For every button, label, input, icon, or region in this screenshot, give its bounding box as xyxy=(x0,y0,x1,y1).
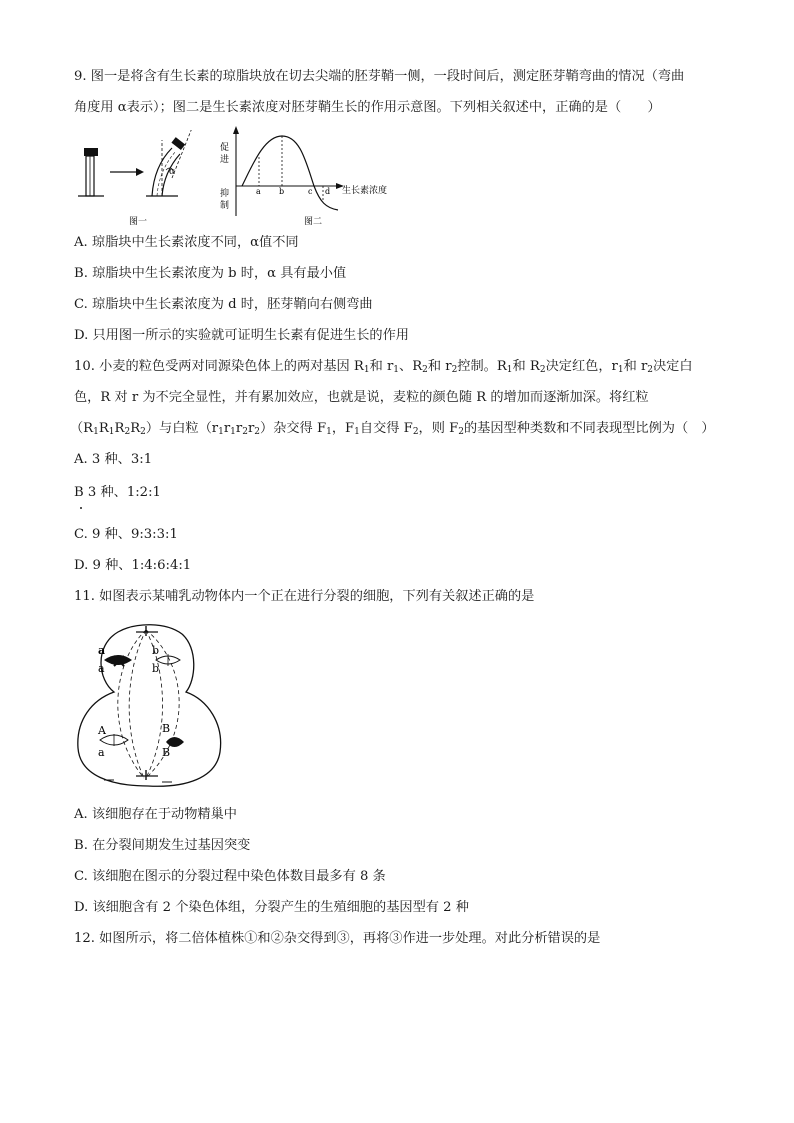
q9-option-a: A. 琼脂块中生长素浓度不同，α值不同 xyxy=(74,235,299,250)
q9-fig2-point-a: a xyxy=(256,187,261,196)
q11-stem: 11. 如图表示某哺乳动物体内一个正在进行分裂的细胞，下列有关叙述正确的是 xyxy=(74,589,535,604)
q9-stem-line2: 角度用 α表示）；图二是生长素浓度对胚芽鞘生长的作用示意图。下列相关叙述中，正确的是（ ） xyxy=(74,100,661,115)
q9-stem-line1: 9. 图一是将含有生长素的琼脂块放在切去尖端的胚芽鞘一侧，一段时间后，测定胚芽鞘弯曲的情况（弯曲 xyxy=(74,69,685,84)
q10-option-a: A. 3 种、3:1 xyxy=(74,452,153,467)
q9-fig2-promote-1: 促 xyxy=(220,143,230,153)
q11-label-A: A xyxy=(98,724,106,737)
q10-option-c: C. 9 种、9:3:3:1 xyxy=(74,527,178,542)
q9-fig2-inhibit-1: 抑 xyxy=(220,189,230,199)
q10-option-d: D. 9 种、1:4:6:4:1 xyxy=(74,558,192,573)
q10-stem-line3: $(R_1R_1R_2R_2)$与白粒$(r_1r_1r_2r_2)$杂交得 $F_1$，$F_1$自交得 $F_2$，则 $F_2$的基因型种类数和不同表现型比例为（ ） xyxy=(70,421,715,437)
q9-figure-1 xyxy=(74,130,204,226)
q11-label-B1: B xyxy=(162,722,171,735)
q9-fig1-alpha: α xyxy=(169,167,176,177)
q11-cell-figure xyxy=(74,620,224,790)
q9-fig2-point-d: d xyxy=(325,187,331,196)
q10-stem-line1: 10. 小麦的粒色受两对同源染色体上的两对基因 $R_1$和 $r_1$、$R_2$和 $r_2$控制。$R_1$和 $R_2$决定红色，$r_1$和 $r_2$决定白 xyxy=(74,359,693,375)
q11-option-d: D. 该细胞含有 2 个染色体组，分裂产生的生殖细胞的基因型有 2 种 xyxy=(74,900,469,915)
q11-option-a: A. 该细胞存在于动物精巢中 xyxy=(74,807,237,822)
q11-option-c: C. 该细胞在图示的分裂过程中染色体数目最多有 8 条 xyxy=(74,869,386,884)
q9-fig1-caption: 图一 xyxy=(129,217,148,226)
q9-fig2-x-label: 生长素浓度 xyxy=(342,186,388,196)
q9-figure-2 xyxy=(214,124,404,228)
q11-option-b: B. 在分裂间期发生过基因突变 xyxy=(74,838,251,853)
q9-option-b: B. 琼脂块中生长素浓度为 b 时，α 具有最小值 xyxy=(74,266,347,281)
q10-option-b: B 3 种、1:2:1 xyxy=(74,485,161,500)
q9-fig2-promote-2: 进 xyxy=(220,155,230,165)
q11-label-b2: b xyxy=(152,662,160,675)
q11-label-b1: b xyxy=(152,644,160,657)
q9-fig2-point-c: c xyxy=(308,187,313,196)
q9-option-c: C. 琼脂块中生长素浓度为 d 时，胚芽鞘向右侧弯曲 xyxy=(74,297,373,312)
q11-label-B2: B xyxy=(162,746,171,759)
q11-label-a3: a xyxy=(98,746,105,759)
stray-dot xyxy=(80,507,82,509)
q9-fig2-caption: 图二 xyxy=(304,217,323,227)
q9-fig2-inhibit-2: 制 xyxy=(220,201,230,211)
q9-option-d: D. 只用图一所示的实验就可证明生长素有促进生长的作用 xyxy=(74,328,409,343)
q9-fig2-point-b: b xyxy=(279,187,285,196)
q11-label-a2: a xyxy=(98,662,105,675)
q10-stem-line2: 色，R 对 r 为不完全显性，并有累加效应，也就是说，麦粒的颜色随 R 的增加而逐渐加深。将红粒 xyxy=(74,390,649,405)
q12-stem: 12. 如图所示，将二倍体植株①和②杂交得到③，再将③作进一步处理。对此分析错误的是 xyxy=(74,931,601,946)
q11-label-a1: a xyxy=(98,644,106,657)
